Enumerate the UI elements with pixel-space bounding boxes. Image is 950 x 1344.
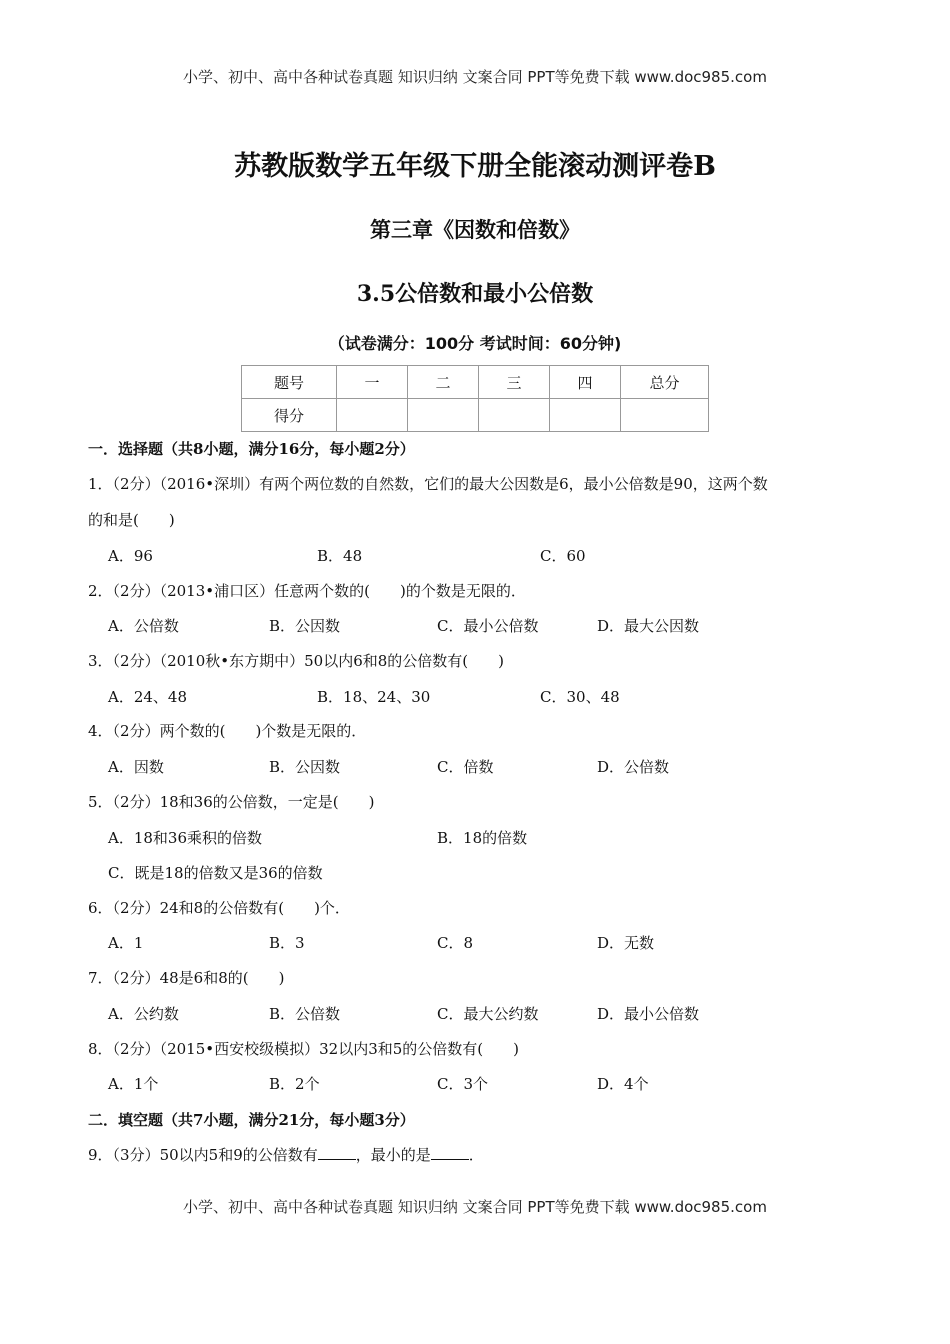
table-cell: 题号 bbox=[242, 366, 337, 399]
question-6: 6．（2分）24和8的公倍数有( )个． bbox=[88, 899, 350, 917]
question-9-text: ，最小的是 bbox=[355, 1146, 431, 1164]
option: D．公倍数 bbox=[597, 758, 670, 776]
option: B．18的倍数 bbox=[437, 829, 528, 847]
question-3: 3．（2分）（2010秋•东方期中）50以内6和8的公倍数有( ) bbox=[88, 652, 504, 670]
page-footer: 小学、初中、高中各种试卷真题 知识归纳 文案合同 PPT等免费下载 www.doc985.com bbox=[183, 1198, 767, 1216]
question-8: 8．（2分）（2015•西安校级模拟）32以内3和5的公倍数有( ) bbox=[88, 1040, 519, 1058]
page-header: 小学、初中、高中各种试卷真题 知识归纳 文案合同 PPT等免费下载 www.doc985.com bbox=[183, 68, 767, 86]
option: C．8 bbox=[437, 934, 474, 952]
option: C．最大公约数 bbox=[437, 1005, 539, 1023]
table-cell: 总分 bbox=[621, 366, 709, 399]
option: C．60 bbox=[540, 547, 586, 565]
page-title: 苏教版数学五年级下册全能滚动测评卷B bbox=[234, 151, 716, 182]
question-5: 5．（2分）18和36的公倍数，一定是( ) bbox=[88, 793, 375, 811]
question-9-text: ． bbox=[468, 1146, 484, 1164]
option: C．既是18的倍数又是36的倍数 bbox=[108, 864, 323, 882]
option: A．公约数 bbox=[108, 1005, 179, 1023]
option: D．4个 bbox=[597, 1075, 649, 1093]
option: A．公倍数 bbox=[108, 617, 179, 635]
option: B．公倍数 bbox=[269, 1005, 341, 1023]
option: A．因数 bbox=[108, 758, 164, 776]
option: D．无数 bbox=[597, 934, 655, 952]
option: A．1个 bbox=[108, 1075, 159, 1093]
score-table-score-row bbox=[242, 399, 709, 432]
question-2: 2．（2分）（2013•浦口区）任意两个数的( )的个数是无限的． bbox=[88, 582, 526, 600]
score-cell bbox=[550, 399, 621, 432]
option: A．96 bbox=[108, 547, 153, 565]
question-9 bbox=[88, 1144, 484, 1165]
option: B．公因数 bbox=[269, 617, 341, 635]
table-cell: 得分 bbox=[242, 399, 337, 432]
score-cell bbox=[479, 399, 550, 432]
option: B．3 bbox=[269, 934, 305, 952]
table-cell: 三 bbox=[479, 366, 550, 399]
table-cell: 四 bbox=[550, 366, 621, 399]
question-1-continued: 的和是( ) bbox=[88, 511, 175, 529]
option: B．18、24、30 bbox=[317, 688, 431, 706]
option: C．30、48 bbox=[540, 688, 620, 706]
option: D．最大公因数 bbox=[597, 617, 700, 635]
score-table bbox=[241, 365, 709, 432]
option: B．公因数 bbox=[269, 758, 341, 776]
section-title: 3.5公倍数和最小公倍数 bbox=[356, 281, 594, 307]
question-9-text: 9．（3分）50以内5和9的公倍数有 bbox=[88, 1146, 318, 1164]
option: D．最小公倍数 bbox=[597, 1005, 700, 1023]
question-7: 7．（2分）48是6和8的( ) bbox=[88, 969, 285, 987]
part2-heading: 二．填空题（共7小题，满分21分，每小题3分） bbox=[88, 1111, 415, 1129]
option: B．48 bbox=[317, 547, 363, 565]
score-table-header-row bbox=[242, 366, 709, 399]
question-4: 4．（2分）两个数的( )个数是无限的． bbox=[88, 722, 367, 740]
question-1: 1．（2分）（2016•深圳）有两个两位数的自然数，它们的最大公因数是6，最小公倍数是90，这两个数 bbox=[88, 475, 768, 493]
option: C．最小公倍数 bbox=[437, 617, 539, 635]
option: A．18和36乘积的倍数 bbox=[108, 829, 263, 847]
part1-heading: 一．选择题（共8小题，满分16分，每小题2分） bbox=[88, 440, 415, 458]
table-cell: 二 bbox=[408, 366, 479, 399]
answer-blank[interactable] bbox=[318, 1158, 356, 1160]
option: C．3个 bbox=[437, 1075, 489, 1093]
exam-info: （试卷满分：100分 考试时间：60分钟) bbox=[328, 334, 622, 353]
answer-blank[interactable] bbox=[431, 1158, 469, 1160]
chapter-title: 第三章《因数和倍数》 bbox=[370, 217, 580, 242]
option: A．24、48 bbox=[108, 688, 188, 706]
score-cell bbox=[621, 399, 709, 432]
option: B．2个 bbox=[269, 1075, 320, 1093]
score-cell bbox=[408, 399, 479, 432]
option: A．1 bbox=[108, 934, 144, 952]
table-cell: 一 bbox=[337, 366, 408, 399]
score-cell bbox=[337, 399, 408, 432]
option: C．倍数 bbox=[437, 758, 494, 776]
